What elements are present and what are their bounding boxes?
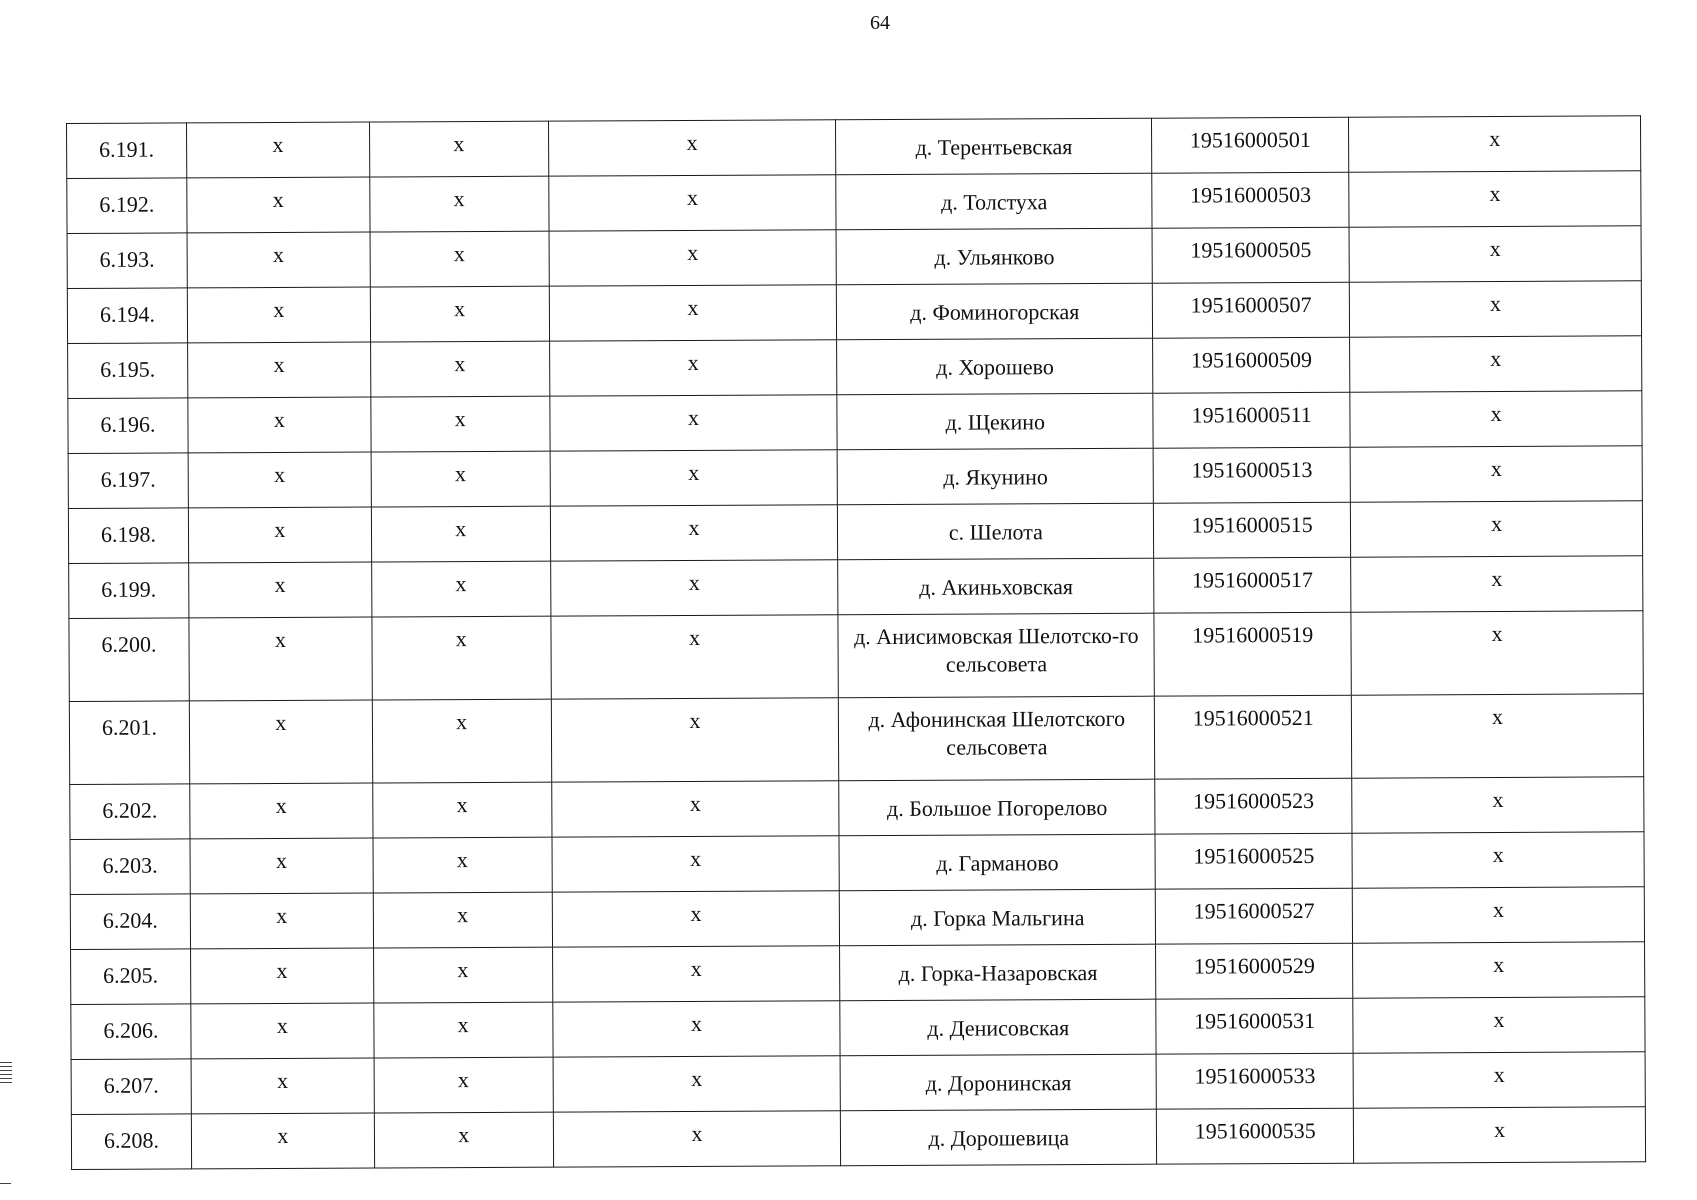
settlement-code: 19516000513 xyxy=(1153,447,1350,503)
settlement-code: 19516000517 xyxy=(1154,557,1351,613)
cell-x: x xyxy=(191,1058,374,1114)
cell-x: x xyxy=(1352,832,1644,888)
cell-x: x xyxy=(1354,1107,1646,1163)
cell-x: x xyxy=(552,946,840,1002)
settlement-code: 19516000515 xyxy=(1154,502,1351,558)
cell-x: x xyxy=(551,698,839,782)
settlement-code: 19516000511 xyxy=(1153,392,1350,448)
cell-x: x xyxy=(190,948,373,1004)
settlement-name: д. Дорошевица xyxy=(841,1109,1157,1166)
cell-x: x xyxy=(191,1003,374,1059)
cell-x: x xyxy=(1352,887,1644,943)
cell-x: x xyxy=(552,891,840,947)
settlement-code: 19516000523 xyxy=(1155,778,1352,834)
settlement-name: д. Денисовская xyxy=(840,999,1156,1056)
margin-marks xyxy=(0,1062,12,1086)
cell-x: x xyxy=(1351,501,1643,557)
settlement-name: д. Афонинская Шелотского сельсовета xyxy=(839,696,1155,781)
table-row xyxy=(71,997,1645,1060)
table-row xyxy=(69,556,1643,619)
settlement-code: 19516000507 xyxy=(1153,282,1350,338)
settlement-code: 19516000533 xyxy=(1156,1053,1353,1109)
row-number: 6.195. xyxy=(68,343,188,399)
settlement-code: 19516000503 xyxy=(1152,172,1349,228)
cell-x: x xyxy=(188,452,371,508)
cell-x: x xyxy=(374,1112,553,1168)
table-row xyxy=(67,281,1641,344)
settlement-code: 19516000531 xyxy=(1156,998,1353,1054)
settlement-name: д. Якунино xyxy=(838,448,1154,505)
table-row xyxy=(68,336,1642,399)
cell-x: x xyxy=(1350,391,1642,447)
cell-x: x xyxy=(549,395,837,451)
cell-x: x xyxy=(187,232,370,288)
table-row xyxy=(69,694,1643,785)
row-number: 6.206. xyxy=(71,1004,191,1060)
row-number: 6.204. xyxy=(70,894,190,950)
cell-x: x xyxy=(189,617,372,701)
table-body xyxy=(67,116,1646,1170)
cell-x: x xyxy=(553,1056,841,1112)
cell-x: x xyxy=(548,175,836,231)
row-number: 6.205. xyxy=(71,949,191,1005)
table-row xyxy=(71,1107,1645,1170)
cell-x: x xyxy=(1352,694,1644,778)
cell-x: x xyxy=(188,397,371,453)
row-number: 6.193. xyxy=(67,233,187,289)
cell-x: x xyxy=(373,892,552,948)
row-number: 6.202. xyxy=(70,784,190,840)
settlement-code: 19516000527 xyxy=(1156,888,1353,944)
settlement-name: д. Фоминогорская xyxy=(837,283,1153,340)
cell-x: x xyxy=(189,700,372,784)
table-row xyxy=(71,1052,1645,1115)
settlement-code: 19516000525 xyxy=(1155,833,1352,889)
table-row xyxy=(67,226,1641,289)
cell-x: x xyxy=(370,176,549,232)
settlement-code: 19516000521 xyxy=(1155,695,1352,779)
cell-x: x xyxy=(1350,336,1642,392)
cell-x: x xyxy=(372,616,551,700)
table-row xyxy=(68,501,1642,564)
cell-x: x xyxy=(190,893,373,949)
row-number: 6.208. xyxy=(71,1114,191,1170)
table-row xyxy=(67,171,1641,234)
table-row xyxy=(71,942,1645,1005)
row-number: 6.192. xyxy=(67,178,187,234)
cell-x: x xyxy=(371,506,550,562)
row-number: 6.201. xyxy=(69,701,189,785)
settlement-name: д. Горка Мальгина xyxy=(840,889,1156,946)
settlement-name: д. Щекино xyxy=(837,393,1153,450)
cell-x: x xyxy=(551,615,839,699)
settlement-name: с. Шелота xyxy=(838,503,1154,560)
row-number: 6.191. xyxy=(67,123,187,179)
table-row xyxy=(70,887,1644,950)
settlements-table xyxy=(66,115,1646,1170)
cell-x: x xyxy=(370,286,549,342)
settlement-name: д. Хорошево xyxy=(837,338,1153,395)
cell-x: x xyxy=(549,230,837,286)
cell-x: x xyxy=(373,837,552,893)
table-row xyxy=(68,391,1642,454)
settlement-name: д. Акиньховская xyxy=(838,558,1154,615)
cell-x: x xyxy=(372,699,551,783)
cell-x: x xyxy=(370,231,549,287)
settlement-name: д. Доронинская xyxy=(840,1054,1156,1111)
row-number: 6.197. xyxy=(68,453,188,509)
cell-x: x xyxy=(370,341,549,397)
settlement-code: 19516000501 xyxy=(1152,117,1349,173)
table-row xyxy=(70,832,1644,895)
cell-x: x xyxy=(1353,997,1645,1053)
cell-x: x xyxy=(549,340,837,396)
cell-x: x xyxy=(369,121,548,177)
settlement-name: д. Гарманово xyxy=(839,834,1155,891)
cell-x: x xyxy=(548,120,836,176)
settlement-code: 19516000509 xyxy=(1153,337,1350,393)
cell-x: x xyxy=(186,122,369,178)
cell-x: x xyxy=(549,285,837,341)
cell-x: x xyxy=(551,781,839,837)
cell-x: x xyxy=(550,560,838,616)
settlement-name: д. Толстуха xyxy=(836,173,1152,230)
cell-x: x xyxy=(1349,116,1641,172)
cell-x: x xyxy=(550,505,838,561)
cell-x: x xyxy=(373,947,552,1003)
cell-x: x xyxy=(1349,171,1641,227)
cell-x: x xyxy=(187,177,370,233)
margin-dash xyxy=(0,1183,11,1184)
table-row xyxy=(69,611,1643,702)
cell-x: x xyxy=(371,451,550,507)
table-row xyxy=(67,116,1641,179)
row-number: 6.194. xyxy=(67,288,187,344)
cell-x: x xyxy=(1349,281,1641,337)
settlement-code: 19516000519 xyxy=(1154,612,1351,696)
cell-x: x xyxy=(1353,1052,1645,1108)
cell-x: x xyxy=(373,782,552,838)
cell-x: x xyxy=(1350,446,1642,502)
cell-x: x xyxy=(374,1002,553,1058)
cell-x: x xyxy=(187,287,370,343)
page-number: 64 xyxy=(870,12,890,34)
cell-x: x xyxy=(371,561,550,617)
cell-x: x xyxy=(552,1001,840,1057)
row-number: 6.203. xyxy=(70,839,190,895)
cell-x: x xyxy=(189,562,372,618)
settlement-name: д. Большое Погорелово xyxy=(839,779,1155,836)
cell-x: x xyxy=(553,1111,841,1167)
settlement-name: д. Горка-Назаровская xyxy=(840,944,1156,1001)
cell-x: x xyxy=(1351,611,1643,695)
cell-x: x xyxy=(552,836,840,892)
row-number: 6.199. xyxy=(69,563,189,619)
cell-x: x xyxy=(190,838,373,894)
cell-x: x xyxy=(190,783,373,839)
settlement-name: д. Ульянково xyxy=(836,228,1152,285)
cell-x: x xyxy=(191,1113,374,1169)
table-row xyxy=(70,777,1644,840)
row-number: 6.207. xyxy=(71,1059,191,1115)
cell-x: x xyxy=(1353,942,1645,998)
cell-x: x xyxy=(188,342,371,398)
settlement-name: д. Анисимовская Шелотско-го сельсовета xyxy=(838,613,1154,698)
settlement-code: 19516000505 xyxy=(1152,227,1349,283)
cell-x: x xyxy=(1351,556,1643,612)
settlement-code: 19516000535 xyxy=(1157,1108,1354,1164)
cell-x: x xyxy=(1352,777,1644,833)
cell-x: x xyxy=(550,450,838,506)
cell-x: x xyxy=(1349,226,1641,282)
row-number: 6.196. xyxy=(68,398,188,454)
row-number: 6.198. xyxy=(68,508,188,564)
settlement-name: д. Терентьевская xyxy=(836,118,1152,175)
row-number: 6.200. xyxy=(69,618,189,702)
cell-x: x xyxy=(374,1057,553,1113)
table-row xyxy=(68,446,1642,509)
cell-x: x xyxy=(188,507,371,563)
cell-x: x xyxy=(371,396,550,452)
settlement-code: 19516000529 xyxy=(1156,943,1353,999)
